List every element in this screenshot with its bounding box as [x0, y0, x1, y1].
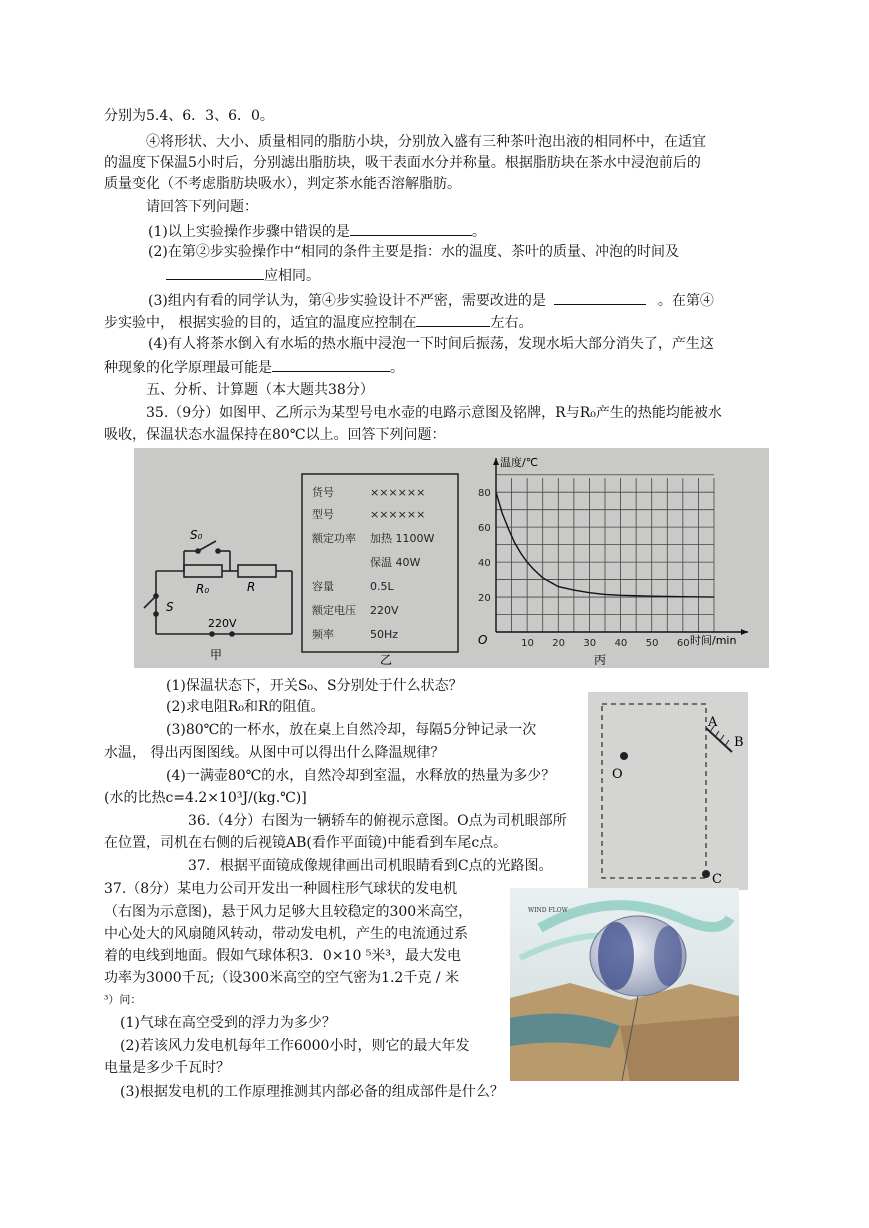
text-line: 分别为5.4、6．3、6．0。: [104, 108, 274, 124]
p37-line: 功率为3000千瓦;（设300米高空的空气密为1.2千克 / 米: [104, 970, 459, 986]
nameplate-key: 频率: [312, 628, 334, 641]
p35-q2: (2)求电阻R₀和R的阻值。: [166, 699, 325, 715]
p37-line: 37.（8分）某电力公司开发出一种圆柱形气球状的发电机: [104, 881, 458, 897]
question-3-cont: [104, 311, 532, 333]
q1-text: (1)以上实验操作步骤中错误的是: [148, 224, 350, 240]
answer-blank[interactable]: [350, 220, 472, 236]
point-o: [620, 752, 628, 760]
chart-ylabel: 温度/℃: [500, 456, 539, 469]
p37-line: 中心处大的风扇随风转动，带动发电机，产生的电流通过系: [104, 926, 468, 942]
nameplate-key: 容量: [312, 580, 334, 593]
q2-end: 应相同。: [264, 268, 320, 284]
p36-line1: 36.（4分）右图为一辆轿车的俯视示意图。O点为司机眼部所: [188, 813, 567, 829]
cooling-chart: [478, 458, 748, 649]
figure-panel: [134, 448, 769, 668]
q3-line2: 步实验中， 根据实验的目的，适宜的温度应控制在: [104, 315, 417, 331]
question-3: [148, 289, 714, 311]
question-4: (4)有人将茶水倒入有水垢的热水瓶中浸泡一下时间后振荡，发现水垢大部分消失了，产生这: [148, 336, 714, 352]
q4-end: 。: [390, 360, 404, 376]
x-tick-label: 20: [552, 638, 566, 649]
x-tick-label: 60: [676, 638, 690, 649]
nameplate-value: 0.5L: [370, 580, 394, 593]
chart-origin: O: [478, 633, 488, 647]
p35-q4: (4)一满壶80℃的水，自然冷却到室温，水释放的热量为多少？: [166, 768, 556, 784]
text-line: ④将形状、大小、质量相同的脂肪小块，分别放入盛有三种茶叶泡出液的相同杯中，在适宜: [146, 134, 706, 150]
x-tick-label: 50: [645, 638, 659, 649]
p37-q1: (1)气球在高空受到的浮力为多少？: [120, 1015, 336, 1031]
label-s: S: [166, 600, 174, 614]
nameplate: [312, 485, 434, 641]
nameplate-key: 额定电压: [312, 604, 356, 617]
label-r: R: [247, 580, 256, 594]
p36-line3: 37．根据平面镜成像规律画出司机眼睛看到C点的光路图。: [188, 858, 553, 874]
answer-blank[interactable]: [166, 264, 264, 280]
y-tick-label: 60: [478, 523, 491, 535]
p37-line: （右图为示意图)，悬于风力足够大且较稳定的300米高空，: [104, 904, 473, 920]
problem-35-line1: 35.（9分）如图甲、乙所示为某型号电水壶的电路示意图及铭牌，R与R₀产生的热能均能被水: [146, 405, 722, 421]
x-tick-label: 10: [521, 638, 534, 649]
text-line: 请回答下列问题：: [146, 199, 258, 215]
q4-line2: 种现象的化学原理最可能是: [104, 360, 272, 376]
label-o: O: [612, 767, 623, 782]
nameplate-value: ××××××: [370, 486, 426, 499]
label-b: B: [734, 735, 744, 750]
y-tick-label: 40: [478, 558, 491, 570]
nameplate-value: 保温 40W: [370, 556, 421, 569]
p36-line2: 在位置，司机在右侧的后视镜AB(看作平面镜)中能看到车尾c点。: [104, 835, 508, 851]
p35-q3-cont: 水温， 得出丙图图线。从图中可以得出什么降温规律？: [104, 745, 445, 761]
nameplate-key: 货号: [312, 486, 334, 499]
y-tick-label: 80: [478, 488, 491, 500]
text-line: 的温度下保温5小时后，分别滤出脂肪块，吸干表面水分并称量。根据脂肪块在茶水中浸泡前后的: [104, 155, 701, 171]
q1-end: 。: [471, 224, 486, 240]
question-2: (2)在第②步实验操作中“相同的条件主要是指：水的温度、茶叶的质量、冲泡的时间及: [148, 244, 679, 260]
image-label: WIND FLOW: [528, 907, 568, 914]
question-4-cont: [104, 356, 404, 378]
label-voltage: 220V: [208, 617, 237, 630]
caption-yi: 乙: [380, 653, 393, 667]
section-heading: 五、分析、计算题（本大题共38分）: [146, 382, 374, 398]
p35-q1: (1)保温状态下，开关S₀、S分别处于什么状态？: [166, 678, 463, 694]
q3-mid: 。在第④: [657, 293, 714, 309]
y-tick-label: 20: [478, 593, 491, 605]
label-s0: S₀: [190, 528, 203, 542]
label-r0: R₀: [196, 582, 210, 596]
chart-xlabel: 时间/min: [690, 634, 737, 647]
label-c: C: [712, 872, 722, 887]
p37-line: ³）问：: [104, 993, 142, 1006]
point-c: [702, 870, 710, 878]
q3-text: (3)组内有看的同学认为，第④步实验设计不严密，需要改进的是: [148, 293, 546, 309]
label-a: A: [708, 715, 718, 730]
problem-35-line2: 吸收，保温状态水温保持在80℃以上。回答下列问题：: [104, 427, 446, 443]
q3-line2-end: 左右。: [490, 315, 533, 331]
p37-q3: (3)根据发电机的工作原理推测其内部必备的组成部件是什么？: [120, 1084, 504, 1100]
nameplate-value: ××××××: [370, 508, 426, 521]
text-line: 质量变化（不考虑脂肪块吸水），判定茶水能否溶解脂肪。: [104, 176, 461, 192]
resistor-r0: [184, 565, 222, 577]
x-axis-arrow: [741, 629, 748, 635]
nameplate-key: 型号: [312, 508, 334, 521]
nameplate-value: 加热 1100W: [370, 532, 435, 545]
answer-blank[interactable]: [554, 289, 646, 305]
p37-q2: (2)若该风力发电机每年工作6000小时，则它的最大年发: [120, 1038, 470, 1054]
nameplate-key: 额定功率: [312, 532, 356, 545]
p35-q4-cont: (水的比热c=4.2×10³J/(kg.℃)]: [104, 790, 307, 806]
switch-s0: [198, 541, 216, 551]
nameplate-value: 220V: [370, 604, 399, 617]
question-1: [148, 220, 486, 242]
figure-svg: [134, 448, 769, 668]
answer-blank[interactable]: [272, 356, 390, 372]
resistor-r: [238, 565, 276, 577]
car-outline: [602, 704, 706, 878]
y-axis-arrow: [493, 458, 499, 465]
x-tick-label: 40: [614, 638, 628, 649]
answer-blank[interactable]: [416, 311, 490, 327]
nameplate-value: 50Hz: [370, 628, 399, 641]
balloon-generator-image: [510, 888, 739, 1081]
p37-q2-cont: 电量是多少千瓦时？: [104, 1060, 230, 1076]
p35-q3: (3)80℃的一杯水，放在桌上自然冷却，每隔5分钟记录一次: [166, 722, 537, 738]
caption-jia: 甲: [210, 648, 223, 662]
p37-line: 着的电线到地面。假如气球体积3．0×10 ⁵米³，最大发电: [104, 948, 462, 964]
caption-bing: 丙: [594, 653, 607, 667]
car-topview-figure: [588, 692, 748, 890]
question-2-cont: [166, 264, 320, 286]
x-tick-label: 30: [583, 638, 597, 649]
